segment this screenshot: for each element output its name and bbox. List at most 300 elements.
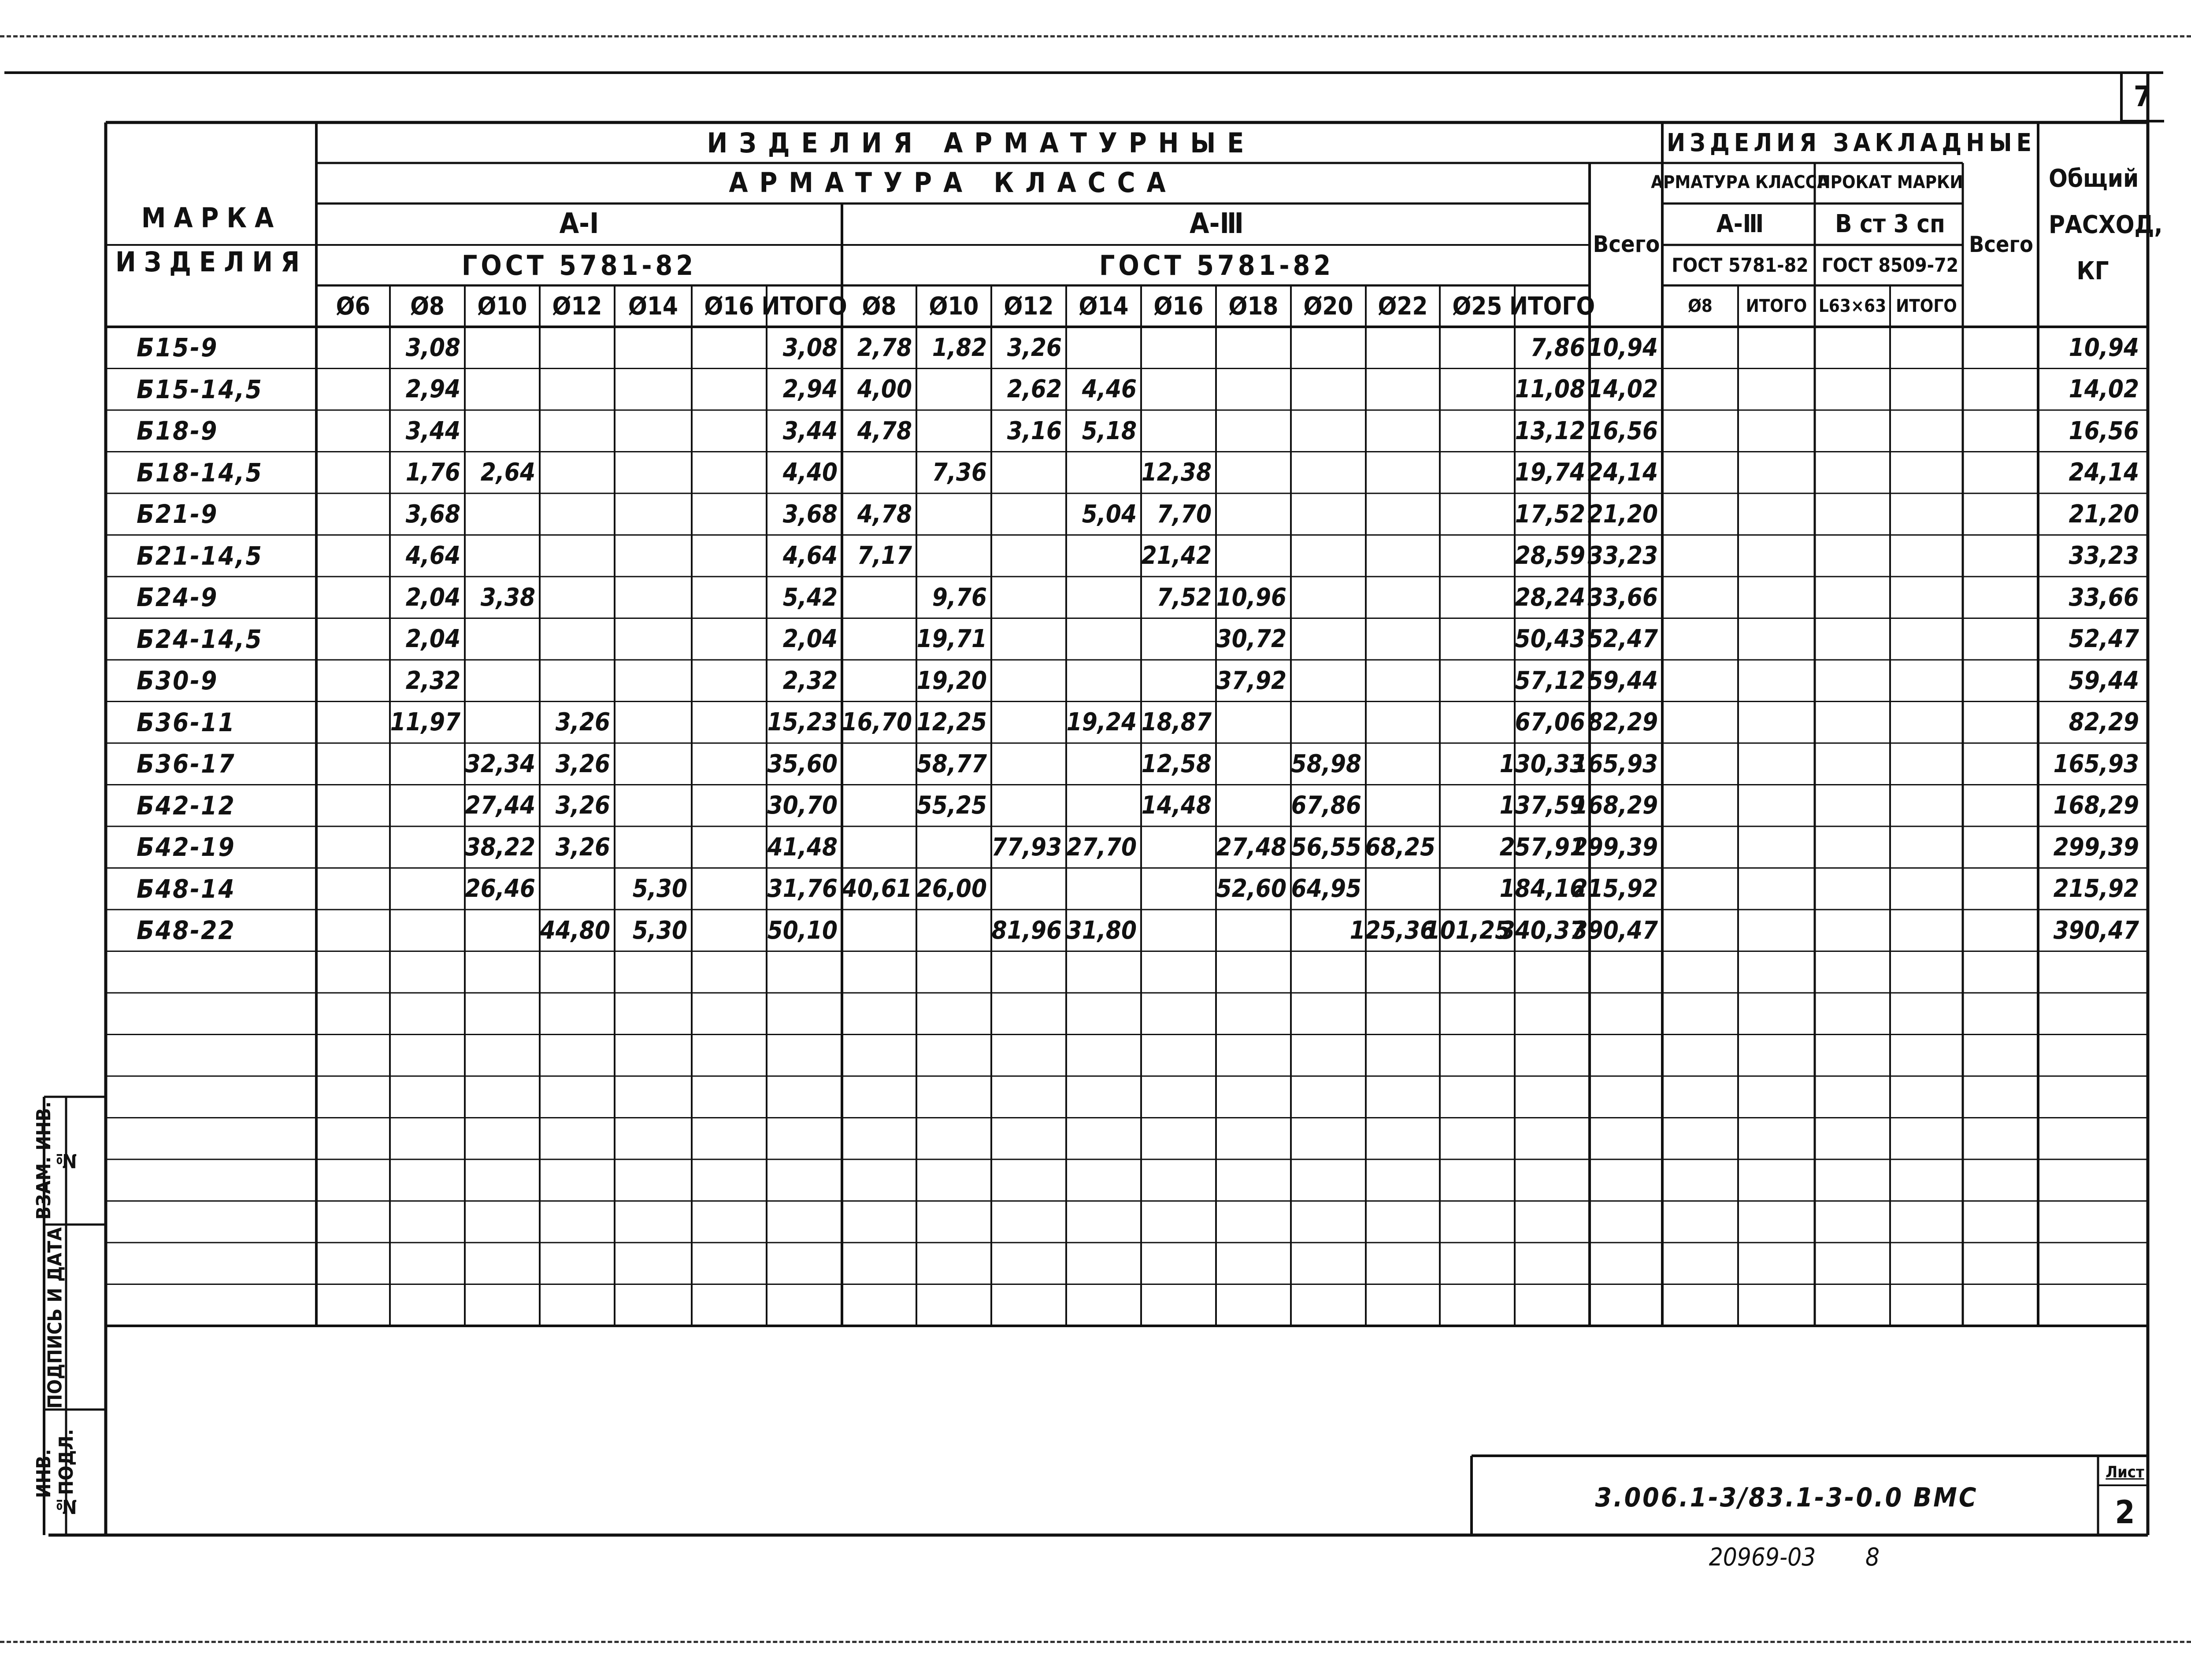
cell-a3 — [842, 911, 916, 950]
cell-a1: 11,97 — [390, 708, 460, 737]
cell-a3 — [1366, 787, 1440, 825]
cell-embedded — [1890, 578, 1963, 617]
cell-a3 — [1440, 662, 1515, 700]
cell-a1 — [465, 662, 540, 700]
cell-a1: 35,60 — [767, 749, 838, 778]
document-code: 3.006.1-3/83.1-3-0.0 ВМС — [1595, 1482, 1978, 1513]
cell-a3 — [1366, 578, 1440, 617]
cell-total: 33,66 — [1587, 583, 1658, 612]
cell-embedded — [1662, 537, 1738, 575]
cell-a1: 41,48 — [767, 833, 838, 862]
cell-a3: 101,25 — [1424, 916, 1510, 945]
cell-a1 — [390, 911, 465, 950]
cell-a3 — [1216, 370, 1291, 409]
class-a3-header: А-Ⅲ — [1190, 207, 1244, 240]
cell-embedded — [1963, 412, 2038, 450]
row-mark: Б18-14,5 — [137, 457, 263, 488]
cell-embedded — [1815, 578, 1890, 617]
row-mark: Б21-9 — [137, 499, 219, 529]
cell-embedded — [1890, 370, 1963, 409]
cell-embedded — [1890, 620, 1963, 659]
cell-a1 — [540, 329, 615, 367]
footer-note: 20969-03 — [1709, 1543, 1816, 1572]
cell-total: 82,29 — [1587, 708, 1658, 737]
cell-a1 — [615, 495, 692, 533]
col-header-a1: Ø8 — [410, 292, 445, 321]
cell-total: 59,44 — [1587, 666, 1658, 695]
cell-overall: 14,02 — [2069, 375, 2139, 404]
cell-a3 — [916, 412, 991, 450]
cell-a3 — [1141, 662, 1216, 700]
cell-embedded — [1890, 911, 1963, 950]
cell-a3 — [1141, 370, 1216, 409]
cell-a1 — [540, 370, 615, 409]
cell-a1 — [390, 745, 465, 783]
cell-overall: 165,93 — [2053, 749, 2139, 778]
side-stamp-inv-orig: ИНВ. №ПОДЛ. — [33, 1429, 78, 1518]
cell-a1 — [615, 412, 692, 450]
cell-a1 — [692, 578, 767, 617]
cell-embedded — [1738, 537, 1815, 575]
cell-overall: 82,29 — [2069, 708, 2139, 737]
cell-a1: 3,44 — [405, 416, 460, 445]
col-header-a1: ИТОГО — [761, 292, 847, 321]
cell-embedded — [1890, 703, 1963, 742]
cell-a3 — [1216, 911, 1291, 950]
cell-a1 — [692, 662, 767, 700]
cell-a1 — [615, 662, 692, 700]
cell-a3 — [1216, 454, 1291, 492]
cell-a1 — [316, 620, 390, 659]
cell-a3 — [1366, 703, 1440, 742]
col-header-a3: Ø18 — [1228, 292, 1279, 321]
cell-a3: 16,70 — [842, 708, 912, 737]
cell-embedded — [1662, 495, 1738, 533]
cell-a3 — [1066, 329, 1141, 367]
cell-a3 — [842, 662, 916, 700]
cell-a1: 27,44 — [465, 791, 535, 820]
cell-a1: 3,08 — [782, 333, 838, 362]
cell-a1 — [316, 537, 390, 575]
cell-a3: 55,25 — [916, 791, 987, 820]
cell-a1 — [316, 495, 390, 533]
col-header-a3: Ø8 — [862, 292, 897, 321]
cell-a1 — [465, 412, 540, 450]
cell-a3 — [1291, 495, 1366, 533]
cell-a3 — [1216, 787, 1291, 825]
cell-embedded — [1815, 495, 1890, 533]
cell-a3 — [1366, 537, 1440, 575]
cell-a3: 2,62 — [1007, 375, 1062, 404]
cell-embedded — [1963, 828, 2038, 866]
embedded-gost1-header: ГОСТ 5781-82 — [1672, 254, 1809, 277]
cell-a1: 15,23 — [767, 708, 838, 737]
cell-a3 — [991, 662, 1066, 700]
cell-a1: 5,30 — [632, 874, 687, 903]
cell-a3 — [916, 828, 991, 866]
cell-a1: 31,76 — [767, 874, 838, 903]
cell-embedded — [1738, 620, 1815, 659]
cell-a1 — [692, 870, 767, 908]
cell-a1 — [615, 329, 692, 367]
cell-a3 — [1366, 620, 1440, 659]
cell-overall: 24,14 — [2069, 458, 2139, 487]
col-header-a1: Ø14 — [628, 292, 678, 321]
cell-a3 — [1216, 537, 1291, 575]
cell-embedded — [1738, 787, 1815, 825]
cell-a3: 37,92 — [1216, 666, 1286, 695]
rebar-total-header: Всего — [1593, 231, 1660, 258]
cell-a3 — [842, 578, 916, 617]
cell-a3: 67,06 — [1515, 708, 1585, 737]
cell-a3 — [1141, 620, 1216, 659]
cell-a1 — [540, 662, 615, 700]
cell-a3: 5,18 — [1082, 416, 1137, 445]
cell-a3 — [1440, 495, 1515, 533]
cell-a3 — [842, 745, 916, 783]
cell-a1: 2,04 — [405, 625, 460, 654]
cell-a3: 1,82 — [932, 333, 987, 362]
cell-a3 — [1291, 620, 1366, 659]
row-mark: Б42-12 — [137, 790, 236, 821]
cell-a3 — [842, 828, 916, 866]
cell-a3 — [1366, 412, 1440, 450]
cell-overall: 10,94 — [2069, 333, 2139, 362]
cell-a3 — [991, 787, 1066, 825]
cell-a3 — [991, 620, 1066, 659]
rebar-products-header: ИЗДЕЛИЯ АРМАТУРНЫЕ — [707, 126, 1256, 159]
col-header-a3: Ø14 — [1079, 292, 1129, 321]
cell-a3 — [1366, 870, 1440, 908]
row-mark: Б18-9 — [137, 416, 219, 446]
row-mark: Б24-9 — [137, 582, 219, 613]
cell-a3 — [1141, 329, 1216, 367]
cell-a3 — [916, 537, 991, 575]
cell-a1 — [316, 662, 390, 700]
cell-a3: 7,70 — [1157, 500, 1212, 529]
cell-embedded — [1963, 662, 2038, 700]
cell-embedded — [1738, 870, 1815, 908]
cell-overall: 299,39 — [2053, 833, 2139, 862]
cell-a1: 44,80 — [540, 916, 610, 945]
cell-a3: 17,52 — [1515, 500, 1585, 529]
col-header-a3: Ø20 — [1303, 292, 1353, 321]
cell-a3: 81,96 — [991, 916, 1062, 945]
cell-embedded — [1662, 412, 1738, 450]
col-header-embedded: ИТОГО — [1746, 296, 1807, 316]
cell-a3 — [991, 537, 1066, 575]
cell-a1 — [465, 495, 540, 533]
cell-a3: 130,33 — [1499, 749, 1585, 778]
cell-a1 — [615, 578, 692, 617]
cell-a3 — [991, 870, 1066, 908]
cell-a3 — [842, 454, 916, 492]
cell-a3 — [1366, 662, 1440, 700]
cell-embedded — [1815, 537, 1890, 575]
cell-embedded — [1890, 787, 1963, 825]
cell-embedded — [1815, 412, 1890, 450]
cell-a3 — [1291, 703, 1366, 742]
embedded-class-a3-header: А-Ⅲ — [1716, 209, 1764, 238]
cell-a3 — [1440, 537, 1515, 575]
cell-total: 14,02 — [1587, 375, 1658, 404]
cell-a3 — [1440, 703, 1515, 742]
cell-a3 — [1366, 495, 1440, 533]
cell-a1 — [540, 495, 615, 533]
cell-a3: 18,87 — [1141, 708, 1212, 737]
cell-embedded — [1662, 911, 1738, 950]
cell-a1 — [316, 370, 390, 409]
cell-total: 299,39 — [1572, 833, 1658, 862]
cell-a1: 3,44 — [782, 416, 838, 445]
cell-a3: 40,61 — [842, 874, 912, 903]
cell-a1 — [316, 412, 390, 450]
cell-a1 — [615, 787, 692, 825]
cell-a3: 7,86 — [1530, 333, 1585, 362]
cell-a3 — [1291, 370, 1366, 409]
cell-embedded — [1662, 870, 1738, 908]
cell-a1 — [316, 787, 390, 825]
cell-a3: 28,24 — [1515, 583, 1585, 612]
cell-a1: 38,22 — [465, 833, 535, 862]
cell-total: 52,47 — [1587, 625, 1658, 654]
cell-embedded — [1890, 662, 1963, 700]
cell-a3: 4,00 — [857, 375, 912, 404]
cell-a1 — [540, 578, 615, 617]
cell-a3 — [991, 454, 1066, 492]
cell-a1 — [465, 620, 540, 659]
cell-embedded — [1738, 745, 1815, 783]
cell-a3: 21,42 — [1141, 541, 1212, 570]
cell-a1: 3,68 — [782, 500, 838, 529]
cell-a3 — [1066, 578, 1141, 617]
cell-a1 — [316, 454, 390, 492]
cell-a1: 2,04 — [405, 583, 460, 612]
cell-a3 — [842, 620, 916, 659]
cell-a3 — [1216, 745, 1291, 783]
embedded-steel-header: В ст 3 сп — [1835, 209, 1945, 238]
cell-a1: 4,40 — [782, 458, 838, 487]
cell-embedded — [1963, 454, 2038, 492]
cell-embedded — [1963, 495, 2038, 533]
cell-a1: 30,70 — [767, 791, 838, 820]
cell-a3 — [1366, 454, 1440, 492]
cell-a3: 52,60 — [1216, 874, 1286, 903]
cell-total: 165,93 — [1572, 749, 1658, 778]
cell-embedded — [1738, 454, 1815, 492]
cell-a3 — [1291, 329, 1366, 367]
row-mark: Б36-11 — [137, 707, 236, 737]
cell-a1: 2,32 — [782, 666, 838, 695]
cell-a1 — [316, 745, 390, 783]
cell-a3: 340,37 — [1499, 916, 1585, 945]
cell-a3 — [1291, 578, 1366, 617]
cell-a3 — [991, 703, 1066, 742]
cell-a3: 9,76 — [932, 583, 987, 612]
cell-embedded — [1662, 662, 1738, 700]
col-header-embedded: ИТОГО — [1896, 296, 1957, 316]
embedded-gost2-header: ГОСТ 8509-72 — [1821, 254, 1959, 277]
cell-a3 — [1216, 329, 1291, 367]
cell-embedded — [1662, 620, 1738, 659]
cell-a1: 3,08 — [405, 333, 460, 362]
cell-embedded — [1963, 911, 2038, 950]
cell-a1 — [390, 870, 465, 908]
cell-a3: 77,93 — [991, 833, 1062, 862]
col-header-a1: Ø16 — [704, 292, 754, 321]
rebar-class-header: АРМАТУРА КЛАССА — [729, 166, 1177, 199]
cell-a3: 7,17 — [857, 541, 912, 570]
cell-a1 — [390, 787, 465, 825]
cell-a3 — [1141, 412, 1216, 450]
cell-a1: 3,38 — [480, 583, 535, 612]
cell-a3 — [1216, 703, 1291, 742]
cell-a3 — [1066, 662, 1141, 700]
col-header-a3: Ø10 — [929, 292, 979, 321]
cell-a3: 12,25 — [916, 708, 987, 737]
cell-a1: 3,68 — [405, 500, 460, 529]
mark-header-text: МАРКА ИЗДЕЛИЯ — [115, 202, 308, 278]
cell-a1: 2,94 — [405, 375, 460, 404]
cell-embedded — [1890, 745, 1963, 783]
cell-a3: 3,26 — [1007, 333, 1062, 362]
cell-overall: 168,29 — [2053, 791, 2139, 820]
cell-a1 — [692, 454, 767, 492]
cell-a3 — [1440, 412, 1515, 450]
cell-a1 — [615, 454, 692, 492]
cell-a3: 30,72 — [1216, 625, 1286, 654]
cell-embedded — [1963, 745, 2038, 783]
sheet-number: 2 — [2115, 1493, 2135, 1531]
cell-overall: 21,20 — [2069, 500, 2139, 529]
cell-embedded — [1815, 828, 1890, 866]
cell-a3 — [1291, 454, 1366, 492]
cell-a3 — [1291, 537, 1366, 575]
cell-embedded — [1815, 329, 1890, 367]
cell-embedded — [1738, 412, 1815, 450]
cell-a1 — [615, 703, 692, 742]
cell-a3: 31,80 — [1066, 916, 1137, 945]
embedded-rebar-class-header: АРМАТУРА КЛАССА — [1651, 172, 1829, 192]
cell-a3 — [1291, 412, 1366, 450]
sheet-label: Лист — [2106, 1463, 2144, 1481]
cell-a1 — [316, 911, 390, 950]
cell-a1 — [692, 787, 767, 825]
cell-a3: 4,46 — [1082, 375, 1137, 404]
embedded-profile-header: ПРОКАТ МАРКИ — [1817, 172, 1963, 192]
cell-embedded — [1815, 787, 1890, 825]
cell-a3: 4,78 — [857, 416, 912, 445]
cell-a3 — [1440, 370, 1515, 409]
cell-a1 — [615, 745, 692, 783]
cell-embedded — [1662, 454, 1738, 492]
cell-a1 — [316, 870, 390, 908]
cell-a1: 4,64 — [782, 541, 838, 570]
cell-a1: 3,26 — [555, 708, 610, 737]
embedded-products-header: ИЗДЕЛИЯ ЗАКЛАДНЫЕ — [1666, 128, 2036, 157]
cell-a3: 19,24 — [1066, 708, 1137, 737]
row-mark: Б15-9 — [137, 333, 219, 363]
cell-total: 10,94 — [1587, 333, 1658, 362]
cell-embedded — [1738, 329, 1815, 367]
cell-a3: 58,77 — [916, 749, 987, 778]
cell-a3: 7,52 — [1157, 583, 1212, 612]
cell-a1 — [465, 911, 540, 950]
col-header-embedded: Ø8 — [1688, 296, 1713, 316]
cell-total: 33,23 — [1587, 541, 1658, 570]
cell-embedded — [1890, 495, 1963, 533]
cell-a3: 27,48 — [1216, 833, 1286, 862]
cell-a3 — [1440, 454, 1515, 492]
row-mark: Б24-14,5 — [137, 624, 263, 654]
cell-embedded — [1815, 703, 1890, 742]
cell-a3 — [1366, 329, 1440, 367]
cell-a3 — [1066, 537, 1141, 575]
cell-embedded — [1890, 412, 1963, 450]
overall-header — [2040, 123, 2163, 326]
cell-total: 215,92 — [1572, 874, 1658, 903]
cell-embedded — [1815, 870, 1890, 908]
cell-a3: 26,00 — [916, 874, 987, 903]
row-mark: Б42-19 — [137, 832, 236, 862]
row-mark: Б36-17 — [137, 749, 236, 779]
cell-a1: 2,32 — [405, 666, 460, 695]
cell-a3 — [1141, 828, 1216, 866]
cell-a1 — [540, 454, 615, 492]
cell-a1 — [615, 370, 692, 409]
cell-embedded — [1890, 329, 1963, 367]
cell-a3 — [1440, 620, 1515, 659]
cell-embedded — [1662, 370, 1738, 409]
cell-a3: 50,43 — [1515, 625, 1585, 654]
cell-a1: 26,46 — [465, 874, 535, 903]
col-header-a3: Ø22 — [1378, 292, 1428, 321]
cell-a3: 67,86 — [1291, 791, 1361, 820]
overall-header-text: Общий РАСХОД, КГ — [2049, 164, 2163, 285]
cell-overall: 33,23 — [2069, 541, 2139, 570]
cell-a3 — [1440, 329, 1515, 367]
cell-a1 — [692, 620, 767, 659]
cell-embedded — [1738, 370, 1815, 409]
cell-a3 — [842, 787, 916, 825]
cell-a3 — [1066, 787, 1141, 825]
cell-a3: 19,20 — [916, 666, 987, 695]
mark-header — [108, 196, 315, 284]
cell-a3 — [1216, 412, 1291, 450]
cell-a1 — [465, 370, 540, 409]
col-header-a1: Ø12 — [552, 292, 602, 321]
row-mark: Б30-9 — [137, 666, 219, 696]
cell-embedded — [1738, 828, 1815, 866]
cell-a3: 14,48 — [1141, 791, 1212, 820]
cell-embedded — [1890, 828, 1963, 866]
cell-embedded — [1662, 787, 1738, 825]
cell-a3 — [991, 578, 1066, 617]
cell-a1 — [465, 329, 540, 367]
cell-a3 — [991, 745, 1066, 783]
cell-a1 — [692, 537, 767, 575]
cell-a1 — [540, 620, 615, 659]
cell-a1 — [692, 745, 767, 783]
cell-a1: 3,26 — [555, 791, 610, 820]
gost-a1-header: ГОСТ 5781-82 — [461, 249, 697, 281]
cell-a1 — [692, 828, 767, 866]
cell-a1 — [465, 703, 540, 742]
corner-sheet-number: 7 — [2133, 81, 2152, 113]
cell-a1: 3,26 — [555, 833, 610, 862]
row-mark: Б15-14,5 — [137, 374, 263, 404]
cell-a3: 137,59 — [1499, 791, 1585, 820]
